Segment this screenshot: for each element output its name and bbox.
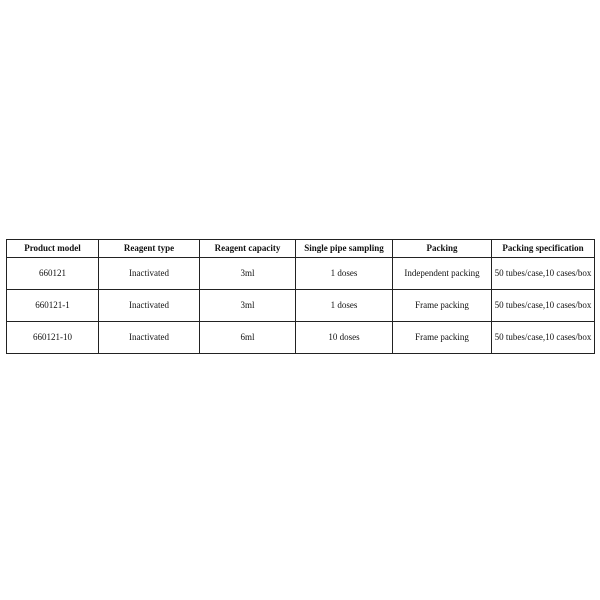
header-single-pipe-sampling: Single pipe sampling	[296, 240, 393, 258]
cell-product-model: 660121	[7, 258, 99, 290]
cell-single-pipe-sampling: 1 doses	[296, 290, 393, 322]
cell-reagent-type: Inactivated	[99, 322, 200, 354]
cell-reagent-capacity: 3ml	[200, 258, 296, 290]
cell-packing-specification: 50 tubes/case,10 cases/box	[492, 258, 595, 290]
cell-single-pipe-sampling: 1 doses	[296, 258, 393, 290]
cell-packing: Frame packing	[393, 290, 492, 322]
cell-reagent-capacity: 6ml	[200, 322, 296, 354]
table-row	[7, 290, 595, 322]
table-row	[7, 322, 595, 354]
cell-product-model: 660121-1	[7, 290, 99, 322]
cell-reagent-type: Inactivated	[99, 290, 200, 322]
cell-single-pipe-sampling: 10 doses	[296, 322, 393, 354]
cell-reagent-type: Inactivated	[99, 258, 200, 290]
header-row	[7, 240, 595, 258]
header-reagent-capacity: Reagent capacity	[200, 240, 296, 258]
cell-packing: Frame packing	[393, 322, 492, 354]
header-reagent-type: Reagent type	[99, 240, 200, 258]
product-spec-table	[6, 239, 595, 354]
table-body	[7, 258, 595, 354]
table-row	[7, 258, 595, 290]
cell-product-model: 660121-10	[7, 322, 99, 354]
cell-packing: Independent packing	[393, 258, 492, 290]
cell-packing-specification: 50 tubes/case,10 cases/box	[492, 322, 595, 354]
cell-packing-specification: 50 tubes/case,10 cases/box	[492, 290, 595, 322]
table-header	[7, 240, 595, 258]
header-product-model: Product model	[7, 240, 99, 258]
cell-reagent-capacity: 3ml	[200, 290, 296, 322]
header-packing-specification: Packing specification	[492, 240, 595, 258]
header-packing: Packing	[393, 240, 492, 258]
